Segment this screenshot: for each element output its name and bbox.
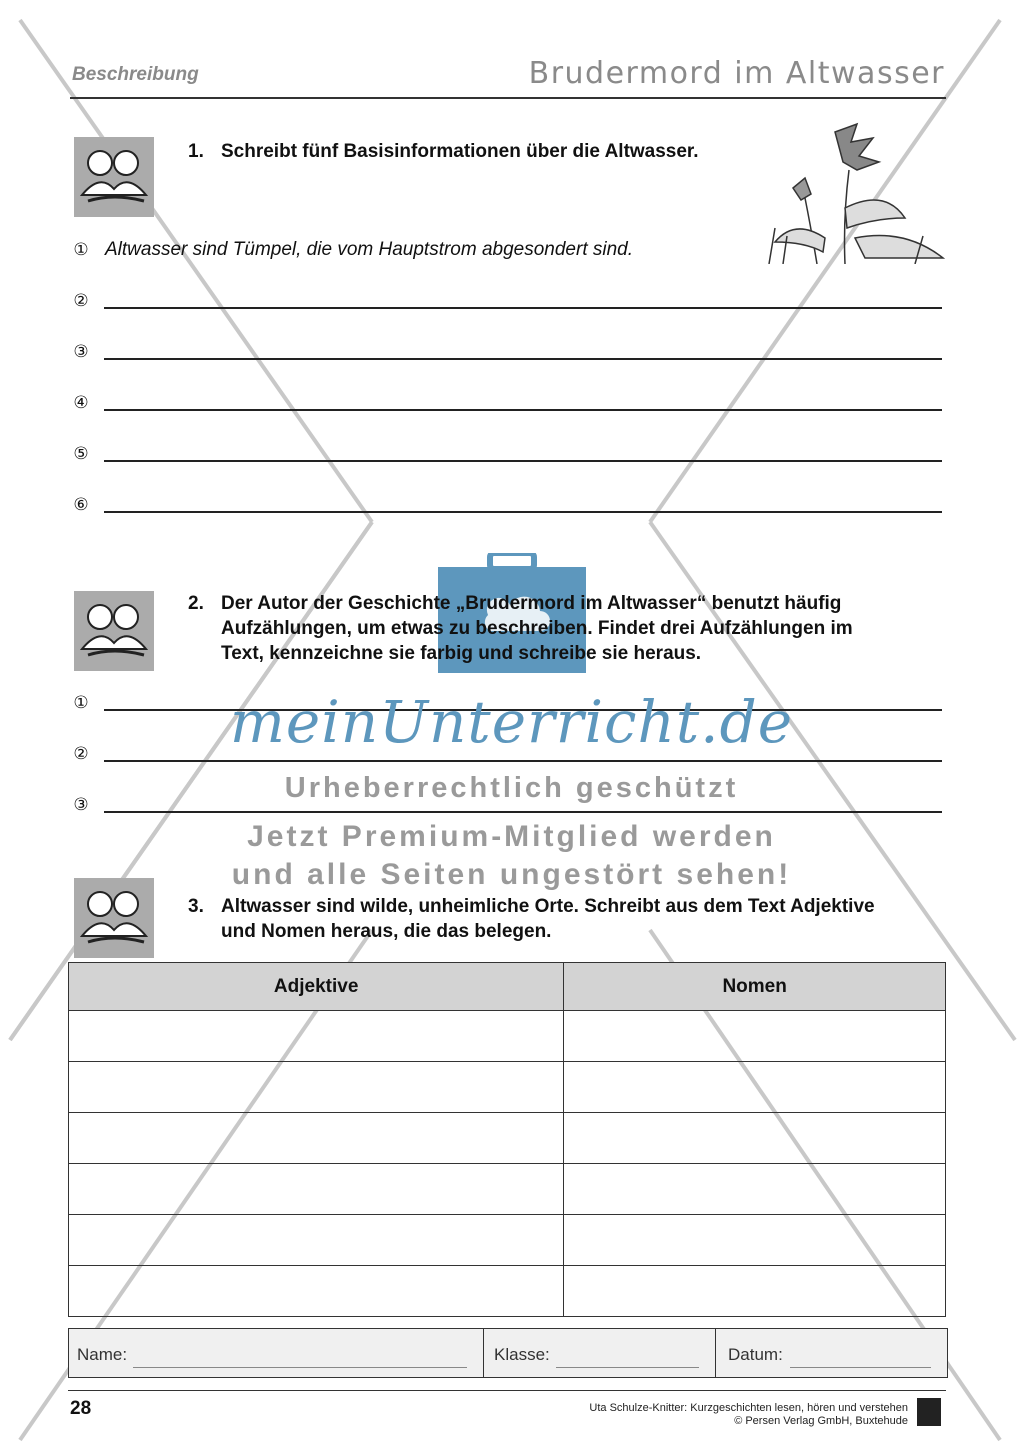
- pair-work-icon: [74, 137, 154, 217]
- worksheet-title: Brudermord im Altwasser: [528, 56, 945, 91]
- writing-line[interactable]: [104, 358, 942, 360]
- table-cell[interactable]: [69, 1011, 564, 1062]
- column-header-nomen: Nomen: [564, 963, 946, 1011]
- task3-line: Altwasser sind wilde, unheimliche Orte. Schreibt aus dem Text Adjektive: [221, 896, 875, 917]
- student-info-box: [68, 1328, 948, 1378]
- task2-marker: ③: [73, 795, 89, 814]
- date-field[interactable]: [716, 1329, 947, 1377]
- publisher-logo: [917, 1398, 941, 1426]
- task1-marker: ②: [73, 291, 89, 310]
- writing-line[interactable]: [104, 409, 942, 411]
- table-cell[interactable]: [69, 1266, 564, 1317]
- table-cell[interactable]: [69, 1113, 564, 1164]
- task1-marker: ③: [73, 342, 89, 361]
- task2-line: Aufzählungen, um etwas zu beschreiben. Findet drei Aufzählungen im: [221, 618, 853, 639]
- name-fill-line: [133, 1367, 467, 1368]
- credits-line: Uta Schulze-Knitter: Kurzgeschichten lesen, hören und verstehen: [589, 1402, 908, 1414]
- task1-marker: ④: [73, 393, 89, 412]
- table-cell[interactable]: [564, 1062, 946, 1113]
- task2-marker: ①: [73, 693, 89, 712]
- table-cell[interactable]: [69, 1215, 564, 1266]
- column-header-adjektive: Adjektive: [69, 963, 564, 1011]
- task2-line: Text, kennzeichne sie farbig und schreibe sie heraus.: [221, 643, 702, 664]
- watermark-premium-line: und alle Seiten ungestört sehen!: [231, 858, 792, 891]
- writing-line[interactable]: [104, 307, 942, 309]
- task2-number: 2.: [188, 593, 204, 614]
- watermark-copyright: Urheberrechtlich geschützt: [284, 772, 739, 804]
- writing-line[interactable]: [104, 811, 942, 813]
- table-cell[interactable]: [69, 1164, 564, 1215]
- name-field[interactable]: [69, 1329, 484, 1377]
- writing-line[interactable]: [104, 460, 942, 462]
- task1-answer-1: Altwasser sind Tümpel, die vom Hauptstrom abgesondert sind.: [105, 239, 634, 260]
- task3-line: und Nomen heraus, die das belegen.: [221, 921, 552, 942]
- table-cell[interactable]: [564, 1215, 946, 1266]
- date-fill-line: [790, 1367, 931, 1368]
- class-fill-line: [556, 1367, 699, 1368]
- task2-line: Der Autor der Geschichte „Brudermord im Altwasser“ benutzt häufig: [221, 593, 842, 614]
- page-number: 28: [70, 1398, 92, 1419]
- table-cell[interactable]: [69, 1062, 564, 1113]
- task2-marker: ②: [73, 744, 89, 763]
- credits-line: © Persen Verlag GmbH, Buxtehude: [734, 1415, 908, 1427]
- table-cell[interactable]: [564, 1011, 946, 1062]
- task1-marker: ①: [73, 240, 89, 259]
- task1-instruction: Schreibt fünf Basisinformationen über die Altwasser.: [221, 141, 699, 162]
- table-cell[interactable]: [564, 1266, 946, 1317]
- date-label: Datum:: [728, 1345, 783, 1364]
- class-field[interactable]: [484, 1329, 716, 1377]
- publisher-credits: [589, 1402, 908, 1428]
- footer-divider: [68, 1390, 946, 1391]
- task3-number: 3.: [188, 896, 204, 917]
- watermark-brand: meinUnterricht.de: [229, 688, 794, 756]
- writing-line[interactable]: [104, 511, 942, 513]
- name-label: Name:: [77, 1345, 128, 1364]
- word-table: [68, 962, 946, 1317]
- pair-work-icon: [74, 591, 154, 671]
- table-cell[interactable]: [564, 1164, 946, 1215]
- task1-marker: ⑤: [73, 444, 89, 463]
- task1-marker: ⑥: [73, 495, 89, 514]
- pair-work-icon: [74, 878, 154, 958]
- class-label: Klasse:: [494, 1345, 550, 1364]
- watermark-premium-line: Jetzt Premium-Mitglied werden: [247, 820, 776, 853]
- section-label: Beschreibung: [72, 64, 199, 85]
- header-divider: [70, 97, 946, 99]
- task2-instruction: [221, 591, 853, 666]
- table-cell[interactable]: [564, 1113, 946, 1164]
- task1-number: 1.: [188, 141, 204, 162]
- writing-line[interactable]: [104, 760, 942, 762]
- flower-illustration: [765, 118, 945, 264]
- task3-instruction: [221, 894, 875, 944]
